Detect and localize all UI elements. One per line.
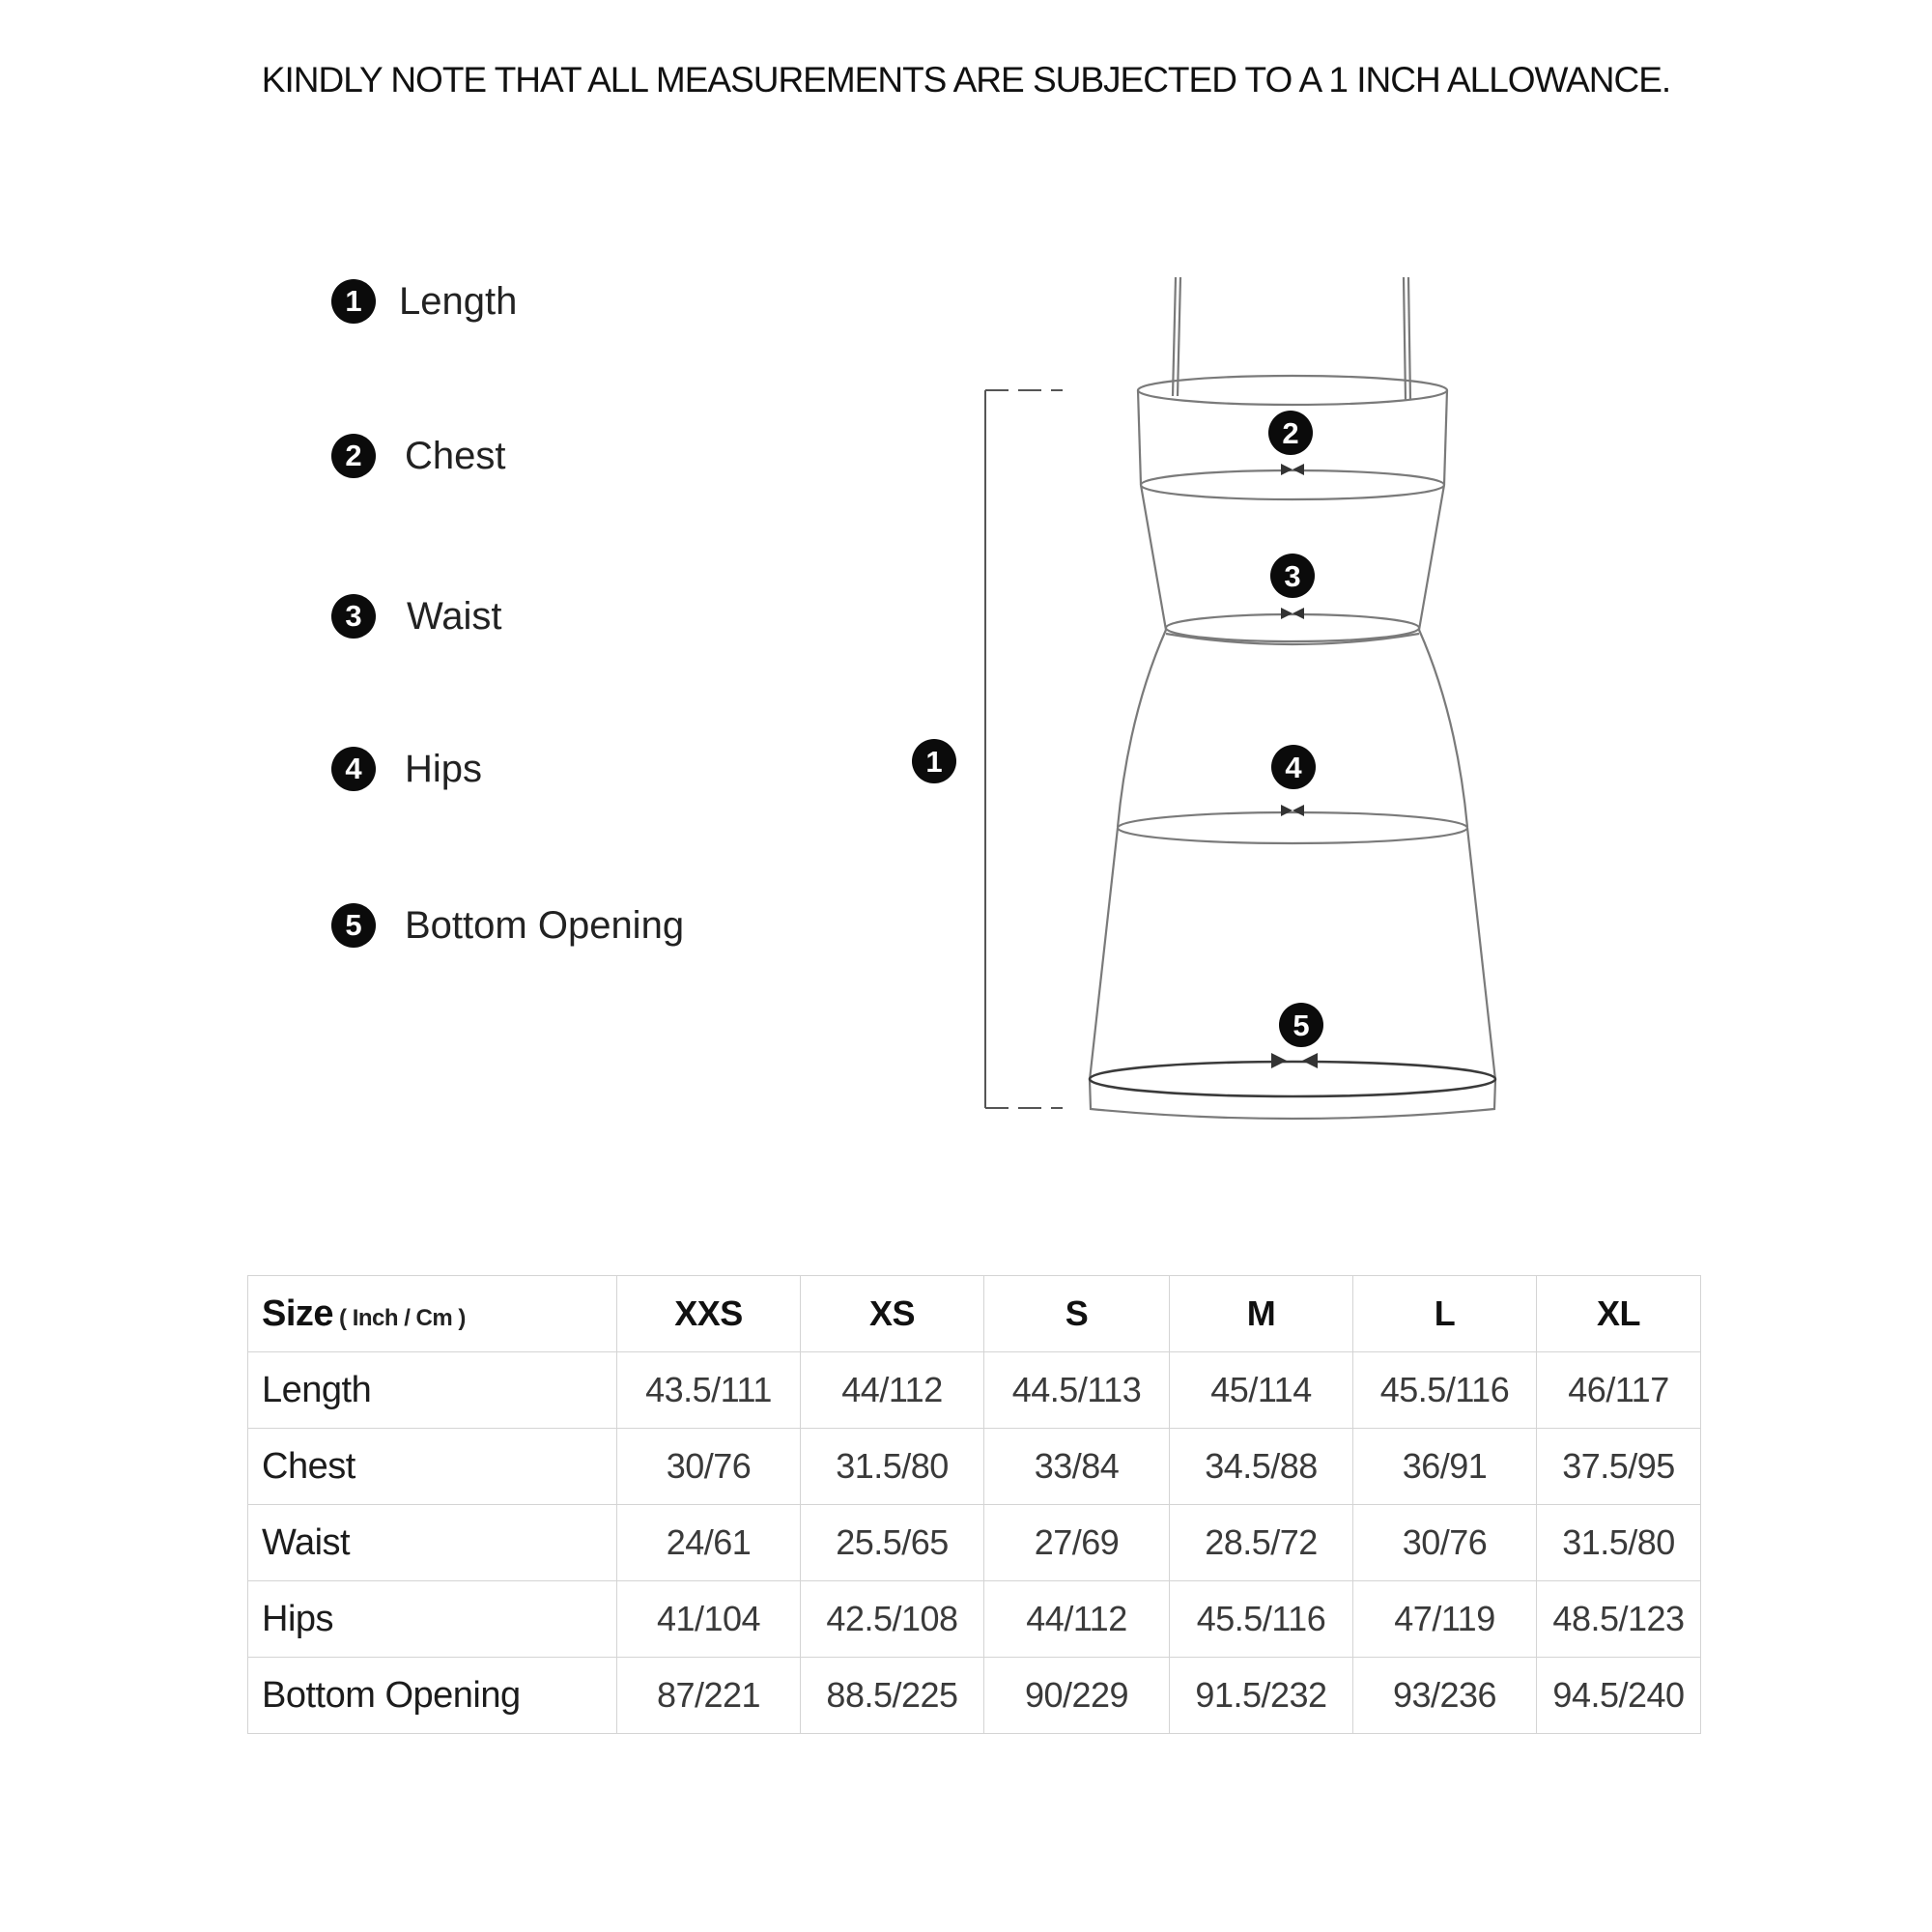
legend-number-badge: 3 bbox=[331, 594, 376, 639]
marker-1 bbox=[912, 739, 956, 783]
legend-number-badge: 5 bbox=[331, 903, 376, 948]
torso-left bbox=[1141, 485, 1166, 630]
table-cell: 31.5/80 bbox=[1537, 1505, 1701, 1581]
marker-1-label: 1 bbox=[925, 745, 943, 779]
table-cell: 34.5/88 bbox=[1170, 1429, 1353, 1505]
table-header-row bbox=[248, 1276, 1701, 1352]
marker-4-label: 4 bbox=[1285, 751, 1302, 784]
table-cell: 33/84 bbox=[984, 1429, 1170, 1505]
table-cell: 93/236 bbox=[1353, 1658, 1537, 1734]
size-header-cell bbox=[248, 1276, 617, 1352]
row-label: Waist bbox=[248, 1505, 617, 1581]
size-xs-header: XS bbox=[801, 1276, 984, 1352]
table-cell: 27/69 bbox=[984, 1505, 1170, 1581]
size-xxs-header: XXS bbox=[617, 1276, 801, 1352]
legend-number-badge: 4 bbox=[331, 747, 376, 791]
table-cell: 42.5/108 bbox=[801, 1581, 984, 1658]
marker-5-label: 5 bbox=[1293, 1009, 1310, 1042]
marker-5 bbox=[1279, 1003, 1323, 1047]
bodice-left bbox=[1138, 390, 1141, 485]
table-cell: 36/91 bbox=[1353, 1429, 1537, 1505]
legend-label: Length bbox=[399, 279, 518, 323]
table-cell: 44/112 bbox=[984, 1581, 1170, 1658]
table-cell: 30/76 bbox=[1353, 1505, 1537, 1581]
row-label: Bottom Opening bbox=[248, 1658, 617, 1734]
marker-3 bbox=[1270, 554, 1315, 598]
table-cell: 46/117 bbox=[1537, 1352, 1701, 1429]
dress-outline bbox=[1090, 277, 1495, 1119]
neckline bbox=[1138, 376, 1447, 405]
marker-3-label: 3 bbox=[1284, 559, 1301, 593]
table-cell: 88.5/225 bbox=[801, 1658, 984, 1734]
legend-label: Hips bbox=[405, 747, 483, 790]
bottom-opening-line bbox=[1090, 1062, 1495, 1096]
table-cell: 41/104 bbox=[617, 1581, 801, 1658]
allowance-notice: KINDLY NOTE THAT ALL MEASUREMENTS ARE SUBJECTED TO A 1 INCH ALLOWANCE. bbox=[261, 60, 1671, 99]
table-cell: 94.5/240 bbox=[1537, 1658, 1701, 1734]
table-row bbox=[248, 1505, 1701, 1581]
size-s-header: S bbox=[984, 1276, 1170, 1352]
table-cell: 44.5/113 bbox=[984, 1352, 1170, 1429]
table-cell: 43.5/111 bbox=[617, 1352, 801, 1429]
table-row bbox=[248, 1658, 1701, 1734]
size-header-unit: ( Inch / Cm ) bbox=[339, 1304, 466, 1331]
chest-line bbox=[1141, 470, 1444, 499]
marker-2 bbox=[1268, 411, 1313, 455]
marker-4 bbox=[1271, 745, 1316, 789]
table-cell: 31.5/80 bbox=[801, 1429, 984, 1505]
left-strap-inner bbox=[1178, 277, 1180, 396]
table-cell: 30/76 bbox=[617, 1429, 801, 1505]
legend-label: Chest bbox=[405, 434, 506, 477]
table-cell: 45.5/116 bbox=[1353, 1352, 1537, 1429]
table-cell: 90/229 bbox=[984, 1658, 1170, 1734]
row-label: Hips bbox=[248, 1581, 617, 1658]
table-cell: 37.5/95 bbox=[1537, 1429, 1701, 1505]
size-m-header: M bbox=[1170, 1276, 1353, 1352]
table-cell: 28.5/72 bbox=[1170, 1505, 1353, 1581]
table-cell: 45.5/116 bbox=[1170, 1581, 1353, 1658]
legend-label: Bottom Opening bbox=[405, 903, 685, 947]
length-bracket bbox=[985, 390, 1063, 1108]
skirt-left-upper bbox=[1118, 630, 1166, 827]
size-header-title: Size bbox=[262, 1293, 334, 1334]
table-cell: 47/119 bbox=[1353, 1581, 1537, 1658]
skirt-left-lower bbox=[1090, 828, 1118, 1080]
right-strap bbox=[1404, 277, 1406, 400]
waist-line bbox=[1166, 614, 1419, 641]
table-cell: 45/114 bbox=[1170, 1352, 1353, 1429]
table-cell: 44/112 bbox=[801, 1352, 984, 1429]
left-strap bbox=[1173, 277, 1176, 396]
table-row bbox=[248, 1352, 1701, 1429]
table-cell: 24/61 bbox=[617, 1505, 801, 1581]
legend-number-badge: 1 bbox=[331, 279, 376, 324]
marker-2-label: 2 bbox=[1282, 416, 1299, 450]
table-row bbox=[248, 1581, 1701, 1658]
hips-line bbox=[1118, 812, 1467, 843]
torso-right bbox=[1419, 485, 1444, 630]
table-cell: 87/221 bbox=[617, 1658, 801, 1734]
legend-number-badge: 2 bbox=[331, 434, 376, 478]
bodice-right bbox=[1444, 390, 1447, 485]
hem-edge bbox=[1090, 1080, 1495, 1119]
size-chart-table bbox=[247, 1275, 1701, 1734]
skirt-right-upper bbox=[1419, 630, 1467, 827]
size-l-header: L bbox=[1353, 1276, 1537, 1352]
table-cell: 48.5/123 bbox=[1537, 1581, 1701, 1658]
table-cell: 25.5/65 bbox=[801, 1505, 984, 1581]
skirt-right-lower bbox=[1467, 828, 1495, 1080]
waist-line-lower bbox=[1166, 634, 1419, 644]
row-label: Length bbox=[248, 1352, 617, 1429]
legend-label: Waist bbox=[407, 594, 502, 638]
size-xl-header: XL bbox=[1537, 1276, 1701, 1352]
row-label: Chest bbox=[248, 1429, 617, 1505]
table-row bbox=[248, 1429, 1701, 1505]
table-cell: 91.5/232 bbox=[1170, 1658, 1353, 1734]
